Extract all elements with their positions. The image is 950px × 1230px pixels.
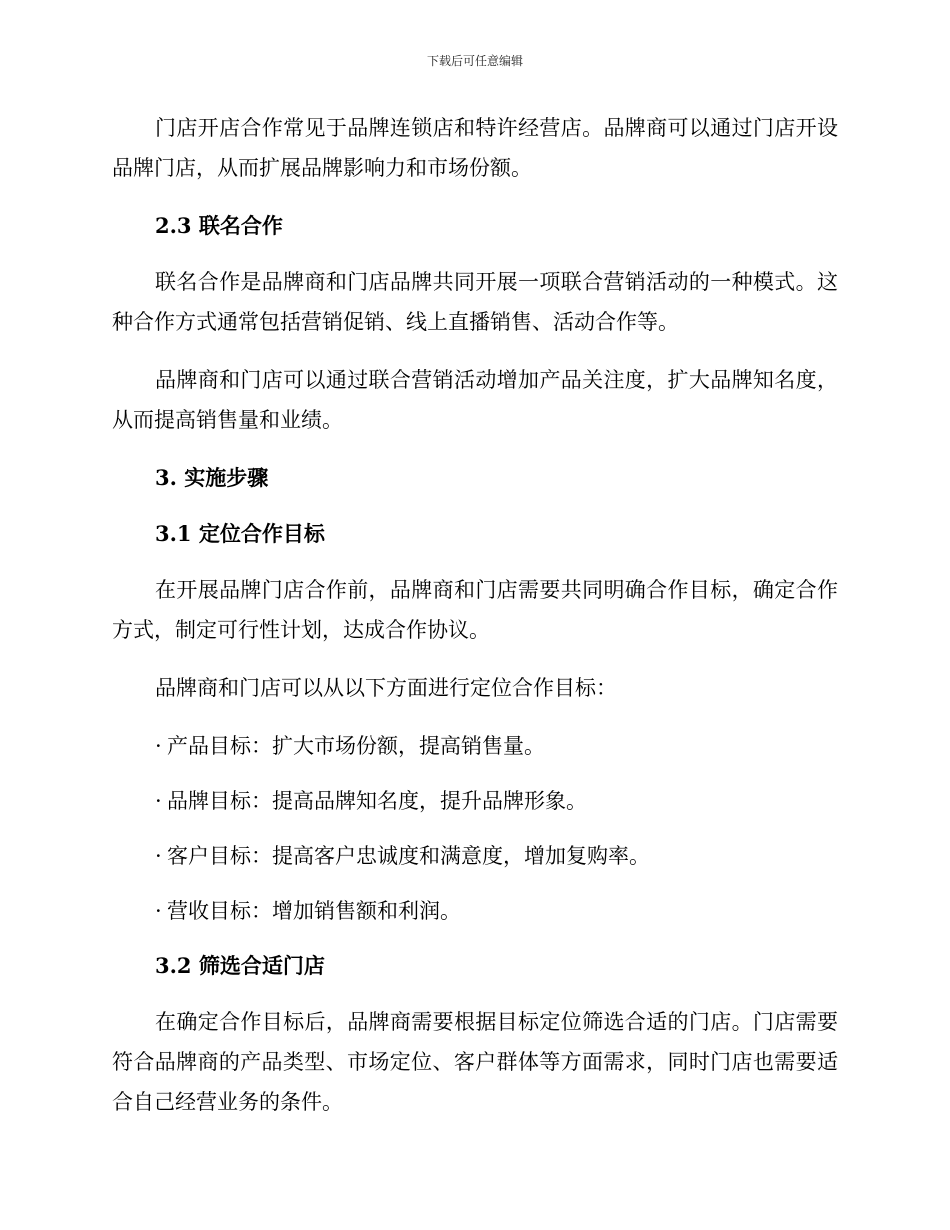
bullet-dot-icon: · bbox=[155, 734, 162, 758]
bullet-dot-icon: · bbox=[155, 789, 162, 813]
heading-2-3: 2.3 联名合作 bbox=[155, 213, 283, 238]
paragraph-goal-intro: 品牌商和门店可以从以下方面进行定位合作目标： bbox=[155, 676, 617, 700]
paragraph-select-stores: 在确定合作目标后，品牌商需要根据目标定位筛选合适的门店。门店需要符合品牌商的产品类型、市场定位、客户群体等方面需求，同时门店也需要适合自己经营业务的条件。 bbox=[112, 1010, 838, 1114]
heading-3-2: 3.2 筛选合适门店 bbox=[155, 953, 325, 978]
bullet-text: 营收目标：增加销售额和利润。 bbox=[167, 899, 461, 923]
bullet-dot-icon: · bbox=[155, 844, 162, 868]
bullet-text: 客户目标：提高客户忠诚度和满意度，增加复购率。 bbox=[167, 844, 650, 868]
paragraph-joint-marketing: 品牌商和门店可以通过联合营销活动增加产品关注度，扩大品牌知名度，从而提高销售量和业绩。 bbox=[112, 368, 838, 432]
bullet-item bbox=[155, 836, 838, 876]
heading-3-1: 3.1 定位合作目标 bbox=[155, 521, 325, 546]
page-header: 下载后可任意编辑 bbox=[426, 54, 523, 68]
bullet-item bbox=[155, 891, 838, 931]
bullet-item bbox=[155, 781, 838, 821]
heading-3: 3. 实施步骤 bbox=[155, 465, 269, 490]
paragraph-co-branding: 联名合作是品牌商和门店品牌共同开展一项联合营销活动的一种模式。这种合作方式通常包括营销促销、线上直播销售、活动合作等。 bbox=[112, 270, 838, 334]
bullet-text: 产品目标：扩大市场份额，提高销售量。 bbox=[167, 734, 545, 758]
bullet-item bbox=[155, 726, 838, 766]
paragraph-store-opening: 门店开店合作常见于品牌连锁店和特许经营店。品牌商可以通过门店开设品牌门店，从而扩展品牌影响力和市场份额。 bbox=[112, 116, 838, 180]
bullet-text: 品牌目标：提高品牌知名度，提升品牌形象。 bbox=[167, 789, 587, 813]
document-body bbox=[112, 108, 838, 1140]
bullet-dot-icon: · bbox=[155, 899, 162, 923]
paragraph-define-goals: 在开展品牌门店合作前，品牌商和门店需要共同明确合作目标，确定合作方式，制定可行性计划，达成合作协议。 bbox=[112, 578, 838, 642]
